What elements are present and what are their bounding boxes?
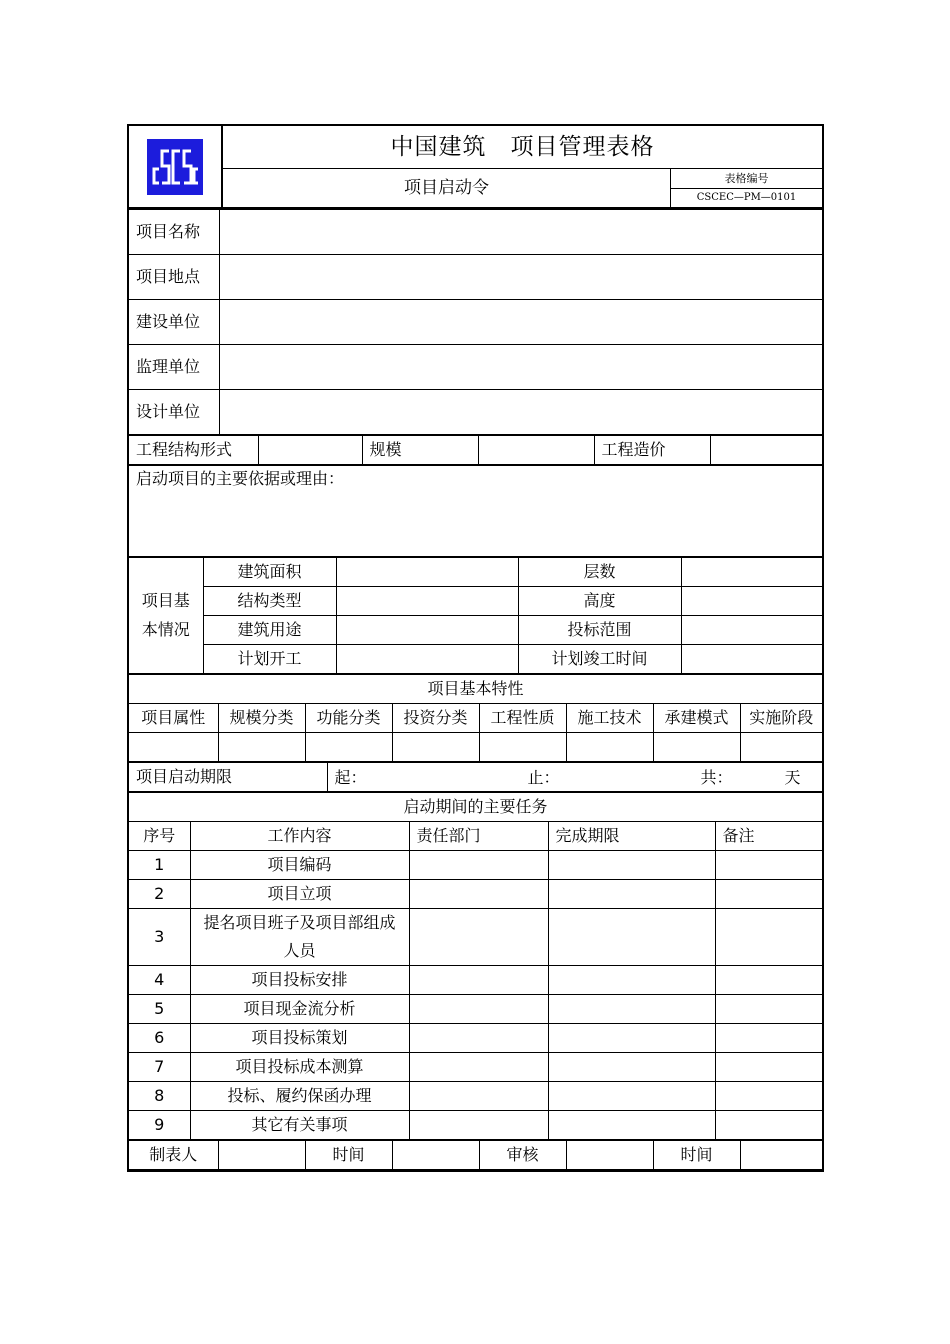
period-start-label: 起： — [334, 768, 367, 787]
task-no: 6 — [128, 1024, 190, 1053]
project-location-label: 项目地点 — [128, 255, 219, 300]
form-page — [127, 124, 824, 1172]
characteristics-header-row — [128, 704, 823, 733]
form-subtitle: 项目启动令 — [223, 169, 671, 207]
task-content: 提名项目班子及项目部组成人员 — [190, 909, 409, 966]
bid-scope-label: 投标范围 — [518, 616, 681, 645]
basic-info-section-label: 项目基 本情况 — [128, 558, 203, 674]
task-content: 项目编码 — [190, 851, 409, 880]
task-dept-field[interactable] — [409, 1024, 548, 1053]
project-name-field[interactable] — [219, 210, 823, 255]
characteristic-field[interactable] — [392, 733, 479, 762]
structure-label: 工程结构形式 — [128, 436, 258, 465]
characteristic-field[interactable] — [740, 733, 823, 762]
column-header: 实施阶段 — [740, 704, 823, 733]
task-note-field[interactable] — [715, 995, 823, 1024]
tasks-header-content: 工作内容 — [190, 822, 409, 851]
tasks-title: 启动期间的主要任务 — [128, 793, 823, 822]
task-note-field[interactable] — [715, 1024, 823, 1053]
review-field[interactable] — [566, 1141, 653, 1171]
task-content: 其它有关事项 — [190, 1111, 409, 1140]
task-no: 4 — [128, 966, 190, 995]
characteristic-field[interactable] — [479, 733, 566, 762]
task-no: 5 — [128, 995, 190, 1024]
planned-start-field[interactable] — [336, 645, 518, 674]
task-deadline-field[interactable] — [548, 1082, 715, 1111]
cost-label: 工程造价 — [594, 436, 710, 465]
structure-table — [127, 435, 824, 465]
task-deadline-field[interactable] — [548, 909, 715, 966]
task-no: 1 — [128, 851, 190, 880]
make-time-label: 时间 — [305, 1141, 392, 1171]
task-row — [128, 1082, 823, 1111]
task-content: 项目立项 — [190, 880, 409, 909]
form-code-value: CSCEC—PM—0101 — [696, 192, 797, 203]
task-content: 项目现金流分析 — [190, 995, 409, 1024]
review-time-label: 时间 — [653, 1141, 740, 1171]
supervisor-label: 监理单位 — [128, 345, 219, 390]
task-dept-field[interactable] — [409, 995, 548, 1024]
review-time-field[interactable] — [740, 1141, 823, 1171]
period-end-label: 止： — [527, 768, 560, 787]
characteristic-field[interactable] — [566, 733, 653, 762]
cscec-logo-icon — [147, 139, 203, 195]
task-dept-field[interactable] — [409, 1082, 548, 1111]
column-header: 规模分类 — [218, 704, 305, 733]
characteristic-field[interactable] — [305, 733, 392, 762]
task-dept-field[interactable] — [409, 1053, 548, 1082]
column-header: 工程性质 — [479, 704, 566, 733]
tasks-title-row — [128, 793, 823, 822]
planned-completion-field[interactable] — [681, 645, 823, 674]
task-no: 3 — [128, 909, 190, 966]
task-no: 8 — [128, 1082, 190, 1111]
task-row — [128, 966, 823, 995]
building-area-field[interactable] — [336, 558, 518, 587]
form-title: 中国建筑 项目管理表格 — [223, 126, 822, 169]
task-note-field[interactable] — [715, 909, 823, 966]
signature-row — [128, 1141, 823, 1171]
designer-label: 设计单位 — [128, 390, 219, 435]
scale-label: 规模 — [362, 436, 478, 465]
task-content: 项目投标策划 — [190, 1024, 409, 1053]
tasks-header-note: 备注 — [715, 822, 823, 851]
task-note-field[interactable] — [715, 966, 823, 995]
height-label: 高度 — [518, 587, 681, 616]
project-location-field[interactable] — [219, 255, 823, 300]
structure-type-label: 结构类型 — [203, 587, 336, 616]
tasks-header-no: 序号 — [128, 822, 190, 851]
signature-table — [127, 1140, 824, 1172]
structure-row — [128, 436, 823, 465]
logo-cell — [129, 126, 223, 207]
period-field[interactable] — [327, 763, 823, 792]
column-header: 承建模式 — [653, 704, 740, 733]
characteristics-value-row — [128, 733, 823, 762]
characteristic-field[interactable] — [218, 733, 305, 762]
cost-field[interactable] — [710, 436, 823, 465]
make-time-field[interactable] — [392, 1141, 479, 1171]
project-info-table — [127, 209, 824, 435]
building-use-field[interactable] — [336, 616, 518, 645]
task-deadline-field[interactable] — [548, 995, 715, 1024]
task-row — [128, 909, 823, 966]
cscec-logo — [147, 139, 203, 195]
task-content: 项目投标成本测算 — [190, 1053, 409, 1082]
info-row — [128, 345, 823, 390]
supervisor-field[interactable] — [219, 345, 823, 390]
task-deadline-field[interactable] — [548, 1053, 715, 1082]
task-dept-field[interactable] — [409, 880, 548, 909]
structure-field[interactable] — [258, 436, 362, 465]
column-header: 投资分类 — [392, 704, 479, 733]
characteristic-field[interactable] — [128, 733, 218, 762]
basic-info-row — [128, 558, 823, 587]
tasks-header-row — [128, 822, 823, 851]
task-note-field[interactable] — [715, 1082, 823, 1111]
basic-info-row — [128, 645, 823, 674]
period-table — [127, 762, 824, 792]
task-row — [128, 1053, 823, 1082]
info-row — [128, 300, 823, 345]
reason-table — [127, 465, 824, 557]
period-row — [128, 763, 823, 792]
task-content: 投标、履约保函办理 — [190, 1082, 409, 1111]
task-row — [128, 995, 823, 1024]
task-dept-field[interactable] — [409, 851, 548, 880]
task-deadline-field[interactable] — [548, 1024, 715, 1053]
task-no: 9 — [128, 1111, 190, 1140]
developer-label: 建设单位 — [128, 300, 219, 345]
maker-field[interactable] — [218, 1141, 305, 1171]
characteristic-field[interactable] — [653, 733, 740, 762]
planned-start-label: 计划开工 — [203, 645, 336, 674]
floors-field[interactable] — [681, 558, 823, 587]
task-deadline-field[interactable] — [548, 966, 715, 995]
planned-completion-label: 计划竣工时间 — [518, 645, 681, 674]
task-note-field[interactable] — [715, 851, 823, 880]
task-dept-field[interactable] — [409, 966, 548, 995]
task-no: 2 — [128, 880, 190, 909]
reason-row — [128, 466, 823, 557]
basic-info-table — [127, 557, 824, 674]
task-dept-field[interactable] — [409, 1111, 548, 1140]
basic-info-row — [128, 616, 823, 645]
task-deadline-field[interactable] — [548, 880, 715, 909]
bid-scope-field[interactable] — [681, 616, 823, 645]
building-use-label: 建筑用途 — [203, 616, 336, 645]
developer-field[interactable] — [219, 300, 823, 345]
designer-field[interactable] — [219, 390, 823, 435]
task-row — [128, 880, 823, 909]
column-header: 功能分类 — [305, 704, 392, 733]
floors-label: 层数 — [518, 558, 681, 587]
task-deadline-field[interactable] — [548, 1111, 715, 1140]
project-name-label: 项目名称 — [128, 210, 219, 255]
form-code-label: 表格编号 — [671, 169, 822, 189]
task-deadline-field[interactable] — [548, 851, 715, 880]
review-label: 审核 — [479, 1141, 566, 1171]
tasks-header-dept: 责任部门 — [409, 822, 548, 851]
characteristics-title: 项目基本特性 — [128, 675, 823, 704]
reason-field[interactable] — [128, 466, 823, 557]
task-note-field[interactable] — [715, 1111, 823, 1140]
height-field[interactable] — [681, 587, 823, 616]
task-content: 项目投标安排 — [190, 966, 409, 995]
basic-info-row — [128, 587, 823, 616]
period-total-label: 共： — [700, 768, 733, 787]
characteristics-title-row — [128, 675, 823, 704]
structure-type-field[interactable] — [336, 587, 518, 616]
reason-label: 启动项目的主要依据或理由： — [136, 469, 345, 488]
column-header: 项目属性 — [128, 704, 218, 733]
info-row — [128, 390, 823, 435]
column-header: 施工技术 — [566, 704, 653, 733]
info-row — [128, 255, 823, 300]
task-note-field[interactable] — [715, 1053, 823, 1082]
info-row — [128, 210, 823, 255]
form-header — [127, 124, 824, 209]
maker-label: 制表人 — [128, 1141, 218, 1171]
period-unit-label: 天 — [784, 768, 801, 787]
tasks-header-deadline: 完成期限 — [548, 822, 715, 851]
task-note-field[interactable] — [715, 880, 823, 909]
task-row — [128, 1111, 823, 1140]
characteristics-table — [127, 674, 824, 762]
task-row — [128, 1024, 823, 1053]
task-no: 7 — [128, 1053, 190, 1082]
scale-field[interactable] — [478, 436, 594, 465]
tasks-table — [127, 792, 824, 1140]
task-dept-field[interactable] — [409, 909, 548, 966]
period-label: 项目启动期限 — [128, 763, 327, 792]
building-area-label: 建筑面积 — [203, 558, 336, 587]
task-row — [128, 851, 823, 880]
